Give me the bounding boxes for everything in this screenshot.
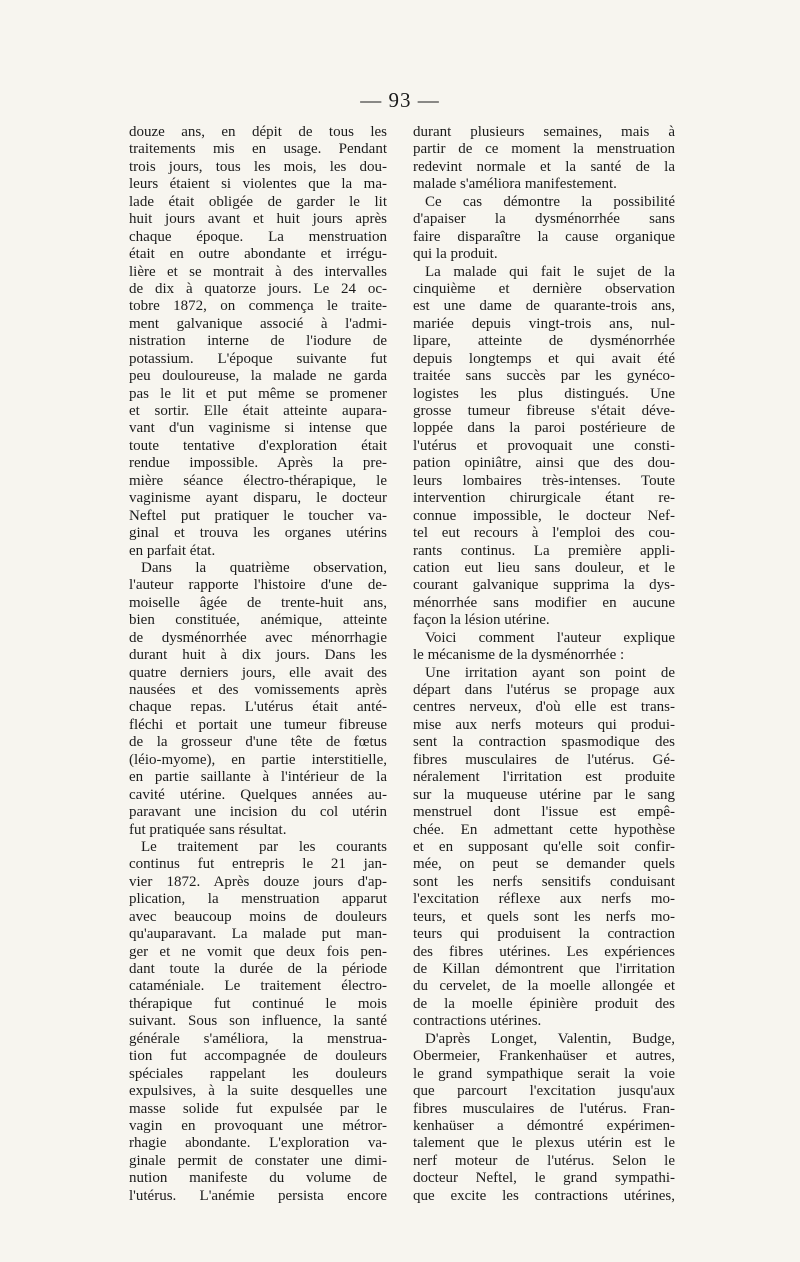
text-line: mière séance électro-thérapique, le <box>129 472 387 489</box>
text-line: durant plusieurs semaines, mais à <box>413 124 675 140</box>
text-line: Une irritation ayant son point de <box>425 664 675 681</box>
text-line: rendue impossible. Après la pre- <box>129 455 387 472</box>
text-line: cation eut lieu sans douleur, et le <box>413 559 675 576</box>
text-line: mée, on peut se demander quels <box>413 856 675 873</box>
text-line: pas le lit et put même se promener <box>129 385 387 402</box>
text-line: faire disparaître la cause organique <box>413 228 675 245</box>
text-line: des fibres utérines. Les expériences <box>413 943 675 960</box>
text-line: contractions utérines. <box>413 1013 542 1030</box>
text-line: pation opiniâtre, ainsi que des dou- <box>413 455 675 472</box>
text-line: nerf moteur de l'utérus. Selon le <box>413 1152 675 1169</box>
text-line: courant galvanique supprima la dys- <box>413 577 675 594</box>
text-line: expulsives, à la suite desquelles une <box>129 1083 387 1100</box>
text-line: rants continus. La première appli- <box>413 542 675 559</box>
text-line: trois jours, tous les mois, les dou- <box>129 158 387 175</box>
text-line: vier 1872. Après douze jours d'ap- <box>129 873 387 890</box>
text-line: redevint normale et la santé de la <box>413 158 675 175</box>
text-line: paravant une incision du col utérin <box>129 804 387 821</box>
text-line: centres nerveux, d'où elle est trans- <box>413 699 675 716</box>
text-line: toute tentative d'exploration était <box>129 437 387 454</box>
text-line: D'après Longet, Valentin, Budge, <box>425 1030 675 1047</box>
text-line: talement que le plexus utérin est le <box>413 1135 675 1152</box>
text-line: loppée dans la paroi postérieure de <box>413 420 675 437</box>
text-line: sont les nerfs sensitifs conduisant <box>413 873 675 890</box>
text-line: huit jours avant et huit jours après <box>129 211 387 228</box>
text-line: en partie saillante à l'intérieur de la <box>129 769 387 786</box>
text-line: Voici comment l'auteur explique <box>425 629 675 646</box>
text-line: Neftel put pratiquer le toucher va- <box>129 507 387 524</box>
text-line: chaque époque. La menstruation <box>129 228 387 245</box>
text-line: néralement l'irritation est produite <box>413 769 675 786</box>
text-line: nausées et des vomissements après <box>129 682 387 698</box>
right-text-column <box>413 124 675 1205</box>
text-line: vagin en provoquant une métror- <box>129 1117 387 1134</box>
text-line: partir de ce moment la menstruation <box>413 141 675 158</box>
text-line: thérapique fut continué le mois <box>129 995 387 1012</box>
text-line: quatre derniers jours, elle avait des <box>129 664 387 681</box>
text-line: fibres musculaires de l'utérus. Fran- <box>413 1100 675 1117</box>
text-line: dant toute la durée de la période <box>129 961 387 977</box>
text-line: fibres musculaires de l'utérus. Gé- <box>413 751 675 768</box>
text-line: Ce cas démontre la possibilité <box>425 193 675 210</box>
text-line: cavité utérine. Quelques années au- <box>129 786 387 803</box>
text-line: vaginisme ayant disparu, le docteur <box>129 490 387 507</box>
text-line: continus fut entrepris le 21 jan- <box>129 856 387 873</box>
text-line: de la moelle épinière produit des <box>413 995 675 1012</box>
text-line: mise aux nerfs moteurs qui produi- <box>413 716 675 733</box>
text-line: Le traitement par les courants <box>141 838 387 855</box>
text-line: fléchi et portait une tumeur fibreuse <box>129 716 387 733</box>
text-line: en parfait état. <box>129 542 216 559</box>
text-line: (léio-myome), en partie interstitielle, <box>129 751 387 768</box>
text-line: cataméniale. Le traitement électro- <box>129 978 387 995</box>
text-line: que parcourt l'excitation jusqu'aux <box>413 1083 675 1100</box>
text-line: départ dans l'utérus se propage aux <box>413 682 675 698</box>
text-line: suivant. Sous son influence, la santé <box>129 1013 387 1030</box>
text-line: tobre 1872, on commença le traite- <box>129 298 387 315</box>
text-line: mariée depuis vingt-trois ans, nul- <box>413 315 675 332</box>
text-line: lipare, atteinte de dysménorrhée <box>413 333 675 350</box>
text-line: traitée sans succès par les gynéco- <box>413 368 675 385</box>
text-line: l'utérus et provoquait une consti- <box>413 437 675 454</box>
text-line: depuis longtemps et qui avait été <box>413 350 675 367</box>
text-line: ménorrhée sans modifier en aucune <box>413 594 675 611</box>
text-line: du cervelet, de la moelle allongée et <box>413 978 675 995</box>
text-line: et en supposant qu'elle soit confir- <box>413 838 675 855</box>
text-line: tion fut accompagnée de douleurs <box>129 1048 387 1065</box>
text-line: masse solide fut expulsée par le <box>129 1100 387 1117</box>
text-line: rhagie abondante. L'exploration va- <box>129 1135 387 1152</box>
text-line: intervention chirurgicale étant re- <box>413 490 675 507</box>
text-line: plication, la menstruation apparut <box>129 891 387 908</box>
text-line: logistes les plus distingués. Une <box>413 385 675 402</box>
text-line: Dans la quatrième observation, <box>141 559 387 576</box>
text-line: teurs, et quels sont les nerfs mo- <box>413 908 675 925</box>
text-line: kenhaüser a démontré expérimen- <box>413 1117 675 1134</box>
text-line: durant huit à dix jours. Dans les <box>129 647 387 664</box>
text-line: l'excitation réflexe aux nerfs mo- <box>413 891 675 908</box>
text-line: de dysménorrhée avec ménorrhagie <box>129 629 387 646</box>
text-line: ment galvanique associé à l'admi- <box>129 315 387 332</box>
text-line: tel eut recours à l'emploi des cou- <box>413 525 675 542</box>
text-line: nution manifeste du volume de <box>129 1170 387 1187</box>
text-line: teurs qui produisent la contraction <box>413 926 675 943</box>
text-line: ginale permit de constater une dimi- <box>129 1152 387 1169</box>
text-line: malade s'améliora manifestement. <box>413 176 617 193</box>
text-line: que excite les contractions utérines, <box>413 1187 675 1204</box>
text-line: sent la contraction spasmodique des <box>413 734 675 751</box>
text-line: bien constituée, anémique, atteinte <box>129 612 387 629</box>
text-line: cinquième et dernière observation <box>413 280 675 297</box>
text-line: de Killan démontrent que l'irritation <box>413 961 675 977</box>
text-line: grosse tumeur fibreuse s'était déve- <box>413 403 675 419</box>
text-line: avec beaucoup moins de douleurs <box>129 908 387 925</box>
text-line: ginal et trouva les organes utérins <box>129 525 387 542</box>
text-line: le grand sympathique serait la voie <box>413 1065 675 1082</box>
text-line: vant d'un vaginisme si intense que <box>129 420 387 437</box>
text-line: chaque repas. L'utérus était anté- <box>129 699 387 716</box>
text-line: de la grosseur d'une tête de fœtus <box>129 734 387 751</box>
text-line: le mécanisme de la dysménorrhée : <box>413 647 625 664</box>
text-line: et sortir. Elle était atteinte aupara- <box>129 403 387 419</box>
text-line: menstruel dont l'issue est empê- <box>413 804 675 821</box>
text-line: docteur Neftel, le grand sympathi- <box>413 1170 675 1187</box>
text-line: était en outre abondante et irrégu- <box>129 246 387 263</box>
text-line: leurs lombaires très-intenses. Toute <box>413 472 675 489</box>
text-line: chée. En admettant cette hypothèse <box>413 821 675 838</box>
text-line: lade était obligée de garder le lit <box>129 193 387 210</box>
text-line: nistration interne de l'iodure de <box>129 333 387 350</box>
text-line: sur la muqueuse utérine par le sang <box>413 786 675 803</box>
text-line: moiselle âgée de trente-huit ans, <box>129 594 387 611</box>
text-line: qui la produit. <box>413 246 498 263</box>
text-line: connue impossible, le docteur Nef- <box>413 507 675 524</box>
text-line: Obermeier, Frankenhaüser et autres, <box>413 1048 675 1065</box>
left-text-column <box>129 124 387 1205</box>
page-number: — 93 — <box>360 88 440 112</box>
text-line: d'apaiser la dysménorrhée sans <box>413 211 675 228</box>
text-line: spéciales rappelant les douleurs <box>129 1065 387 1082</box>
text-line: La malade qui fait le sujet de la <box>425 263 675 280</box>
text-line: lière et se montrait à des intervalles <box>129 263 387 280</box>
text-line: ger et ne vomit que deux fois pen- <box>129 943 387 960</box>
text-line: douze ans, en dépit de tous les <box>129 124 387 140</box>
text-line: l'auteur rapporte l'histoire d'une de- <box>129 577 387 594</box>
text-line: générale s'améliora, la menstrua- <box>129 1030 387 1047</box>
text-line: est une dame de quarante-trois ans, <box>413 298 675 315</box>
text-line: peu douloureuse, la malade ne garda <box>129 368 387 385</box>
text-line: l'utérus. L'anémie persista encore <box>129 1187 387 1204</box>
text-line: leurs étaient si violentes que la ma- <box>129 176 387 193</box>
text-line: traitements mis en usage. Pendant <box>129 141 387 158</box>
text-line: qu'auparavant. La malade put man- <box>129 926 387 943</box>
text-line: fut pratiquée sans résultat. <box>129 821 287 838</box>
text-line: potassium. L'époque suivante fut <box>129 350 387 367</box>
text-line: façon la lésion utérine. <box>413 612 550 629</box>
text-line: de dix à quatorze jours. Le 24 oc- <box>129 280 387 297</box>
